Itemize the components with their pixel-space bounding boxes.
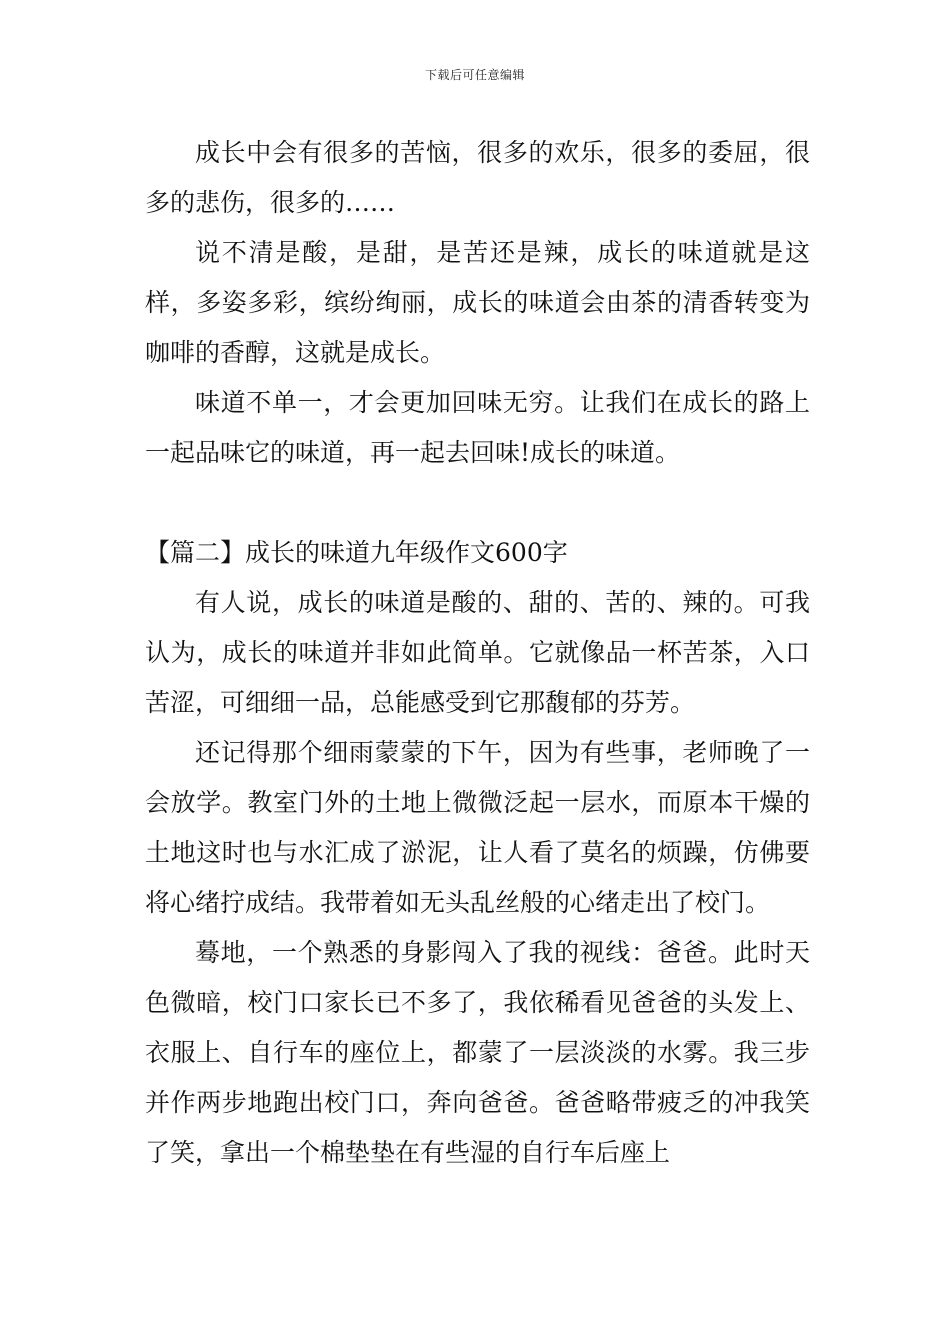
section-title: 【篇二】成长的味道九年级作文600字 — [145, 538, 568, 567]
document-body — [145, 128, 810, 1178]
paragraph: 成长中会有很多的苦恼，很多的欢乐，很多的委屈，很多的悲伤，很多的…… — [145, 138, 810, 217]
paragraph: 还记得那个细雨蒙蒙的下午，因为有些事，老师晚了一会放学。教室门外的土地上微微泛起一层水，而原本干燥的土地这时也与水汇成了淤泥，让人看了莫名的烦躁，仿佛要将心绪拧成结。我带着如无头乱丝般的心绪走出了校门。 — [145, 738, 810, 917]
paragraph: 有人说，成长的味道是酸的、甜的、苦的、辣的。可我认为，成长的味道并非如此简单。它就像品一杯苦茶，入口苦涩，可细细一品，总能感受到它那馥郁的芬芳。 — [145, 588, 810, 717]
paragraph: 蓦地，一个熟悉的身影闯入了我的视线：爸爸。此时天色微暗，校门口家长已不多了，我依稀看见爸爸的头发上、衣服上、自行车的座位上，都蒙了一层淡淡的水雾。我三步并作两步地跑出校门口，奔向爸爸。爸爸略带疲乏的冲我笑了笑，拿出一个棉垫垫在有些湿的自行车后座上 — [145, 938, 810, 1167]
page-header: 下载后可任意编辑 — [424, 68, 525, 82]
paragraph: 说不清是酸，是甜，是苦还是辣，成长的味道就是这样，多姿多彩，缤纷绚丽，成长的味道会由茶的清香转变为咖啡的香醇，这就是成长。 — [145, 238, 810, 367]
paragraph: 味道不单一，才会更加回味无穷。让我们在成长的路上一起品味它的味道，再一起去回味!成长的味道。 — [145, 388, 810, 467]
